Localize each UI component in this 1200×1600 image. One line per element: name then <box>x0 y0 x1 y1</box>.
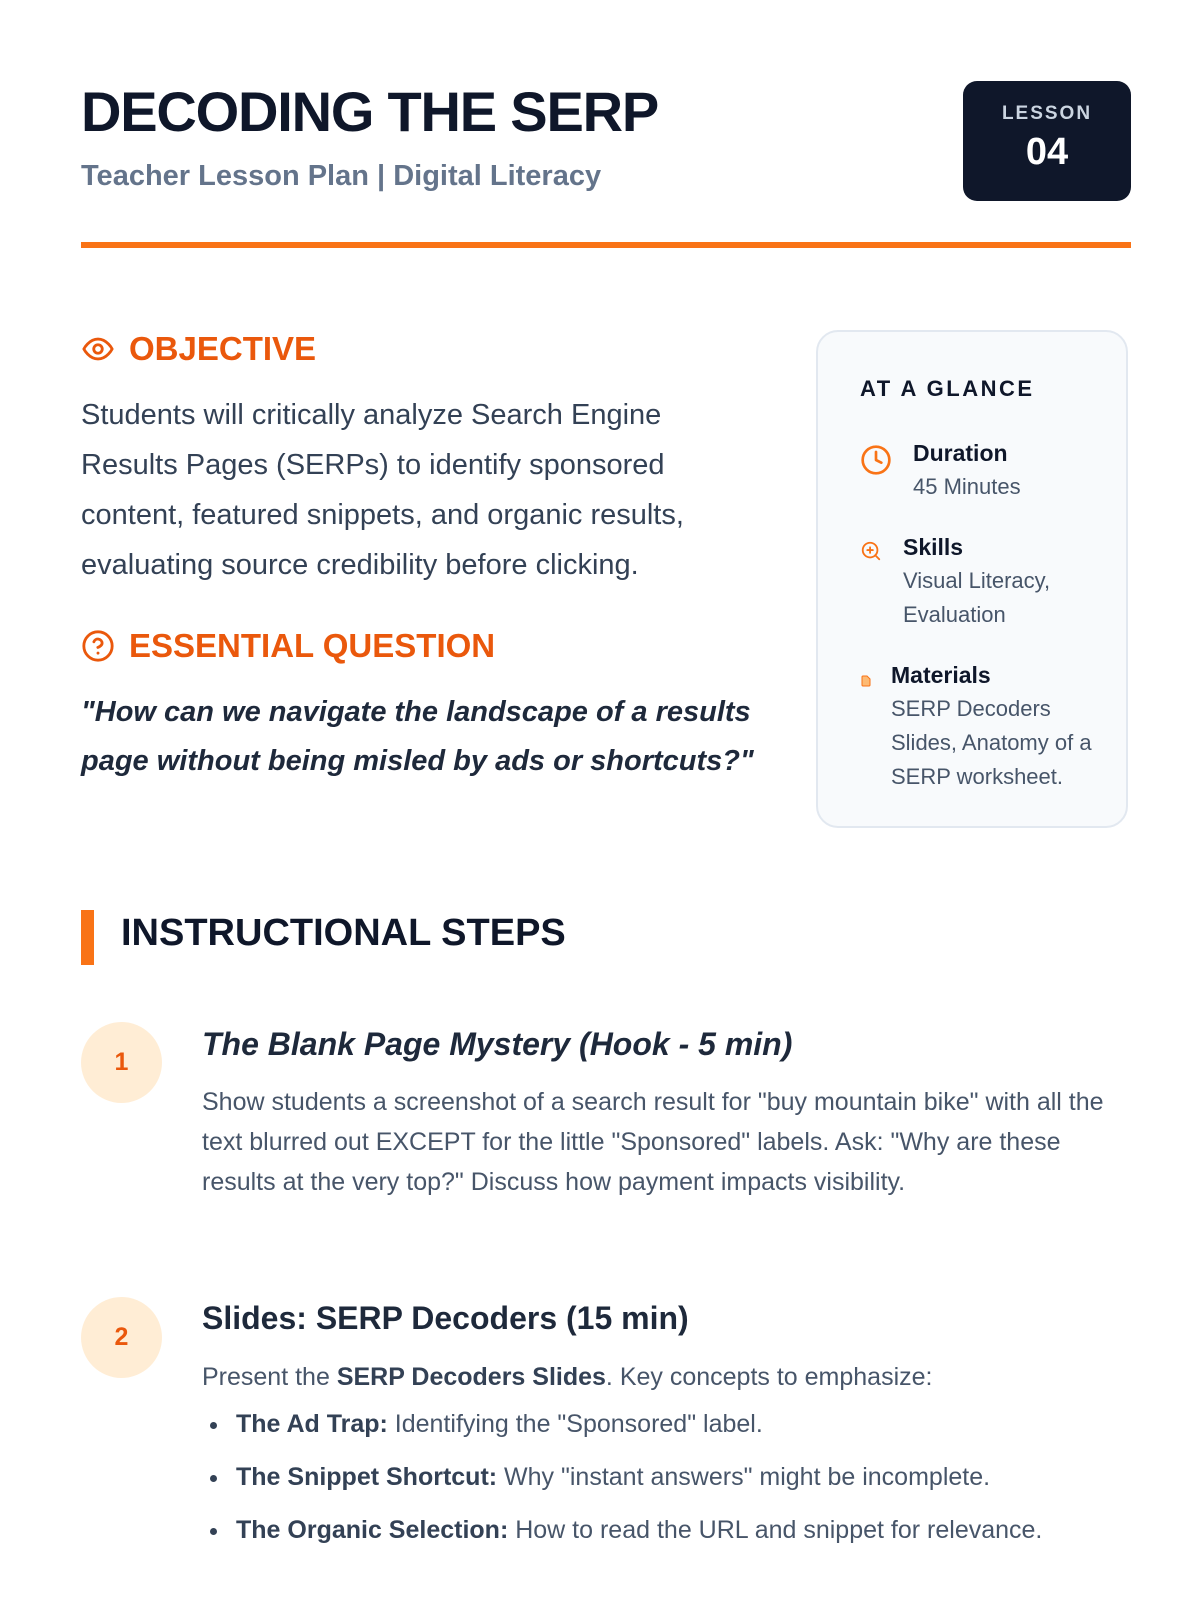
objective-heading <box>81 330 316 368</box>
glance-value-skills: Visual Literacy, Evaluation <box>903 568 1051 627</box>
bullet-text: Why "instant answers" might be incomplete. <box>497 1463 991 1491</box>
objective-heading-label: OBJECTIVE <box>129 330 317 367</box>
bullet-text: Identifying the "Sponsored" label. <box>387 1410 763 1438</box>
glance-item-skills <box>860 530 1093 632</box>
step-intro-bold: SERP Decoders Slides <box>336 1363 606 1391</box>
key-concepts-list <box>202 1398 1042 1557</box>
step-title: The Blank Page Mystery (Hook - 5 min) <box>202 1026 793 1062</box>
step-description: Show students a screenshot of a search result for "buy mountain bike" with all the text blurred out EXCEPT for the little "Sponsored" labels. Ask: "Why are these results at the very top?" Discuss how payment impacts visibility. <box>202 1088 1104 1196</box>
bullet-term: The Organic Selection: <box>236 1516 509 1544</box>
question-circle-icon <box>81 629 115 663</box>
glance-value-duration: 45 Minutes <box>913 474 1021 499</box>
glance-value-materials: SERP Decoders Slides, Anatomy of a SERP worksheet. <box>891 696 1092 789</box>
glance-item-materials <box>860 658 1101 794</box>
essential-question-heading <box>81 627 495 665</box>
bullet-term: The Snippet Shortcut: <box>236 1463 498 1491</box>
eye-icon <box>81 332 115 366</box>
lesson-badge <box>963 81 1131 201</box>
section-accent-bar <box>81 910 94 965</box>
step-number-badge: 2 <box>81 1297 162 1378</box>
at-a-glance-title: AT A GLANCE <box>860 376 1035 401</box>
document-icon <box>860 674 872 688</box>
zoom-in-icon <box>860 540 882 562</box>
step-intro-suffix: . Key concepts to emphasize: <box>605 1363 933 1391</box>
instructional-steps-heading: INSTRUCTIONAL STEPS <box>121 912 566 954</box>
header-divider <box>81 242 1131 248</box>
bullet-term: The Ad Trap: <box>236 1410 388 1438</box>
list-item <box>202 1451 1042 1504</box>
objective-text: Students will critically analyze Search Engine Results Pages (SERPs) to identify sponsored content, featured snippets, and organic results, evaluating source credibility before clicking. <box>81 399 684 581</box>
page-subtitle: Teacher Lesson Plan | Digital Literacy <box>81 160 602 192</box>
bullet-text: How to read the URL and snippet for relevance. <box>508 1516 1043 1544</box>
step-title: Slides: SERP Decoders (15 min) <box>202 1300 689 1336</box>
step-intro <box>202 1357 1137 1397</box>
glance-item-duration <box>860 436 1021 504</box>
glance-label-materials: Materials <box>891 662 991 688</box>
essential-question-heading-label: ESSENTIAL QUESTION <box>129 627 496 664</box>
at-a-glance-card <box>816 330 1128 828</box>
glance-label-duration: Duration <box>913 440 1008 466</box>
clock-icon <box>860 444 892 476</box>
page-title: DECODING THE SERP <box>81 80 659 143</box>
lesson-number: 04 <box>1025 131 1069 173</box>
essential-question-text: "How can we navigate the landscape of a results page without being misled by ads or shortcuts?" <box>81 696 754 777</box>
step-number-badge: 1 <box>81 1022 162 1103</box>
list-item <box>202 1504 1042 1557</box>
lesson-label: LESSON <box>1001 103 1093 124</box>
list-item <box>202 1398 1042 1451</box>
step-intro-prefix: Present the <box>202 1363 337 1391</box>
glance-label-skills: Skills <box>903 534 964 560</box>
